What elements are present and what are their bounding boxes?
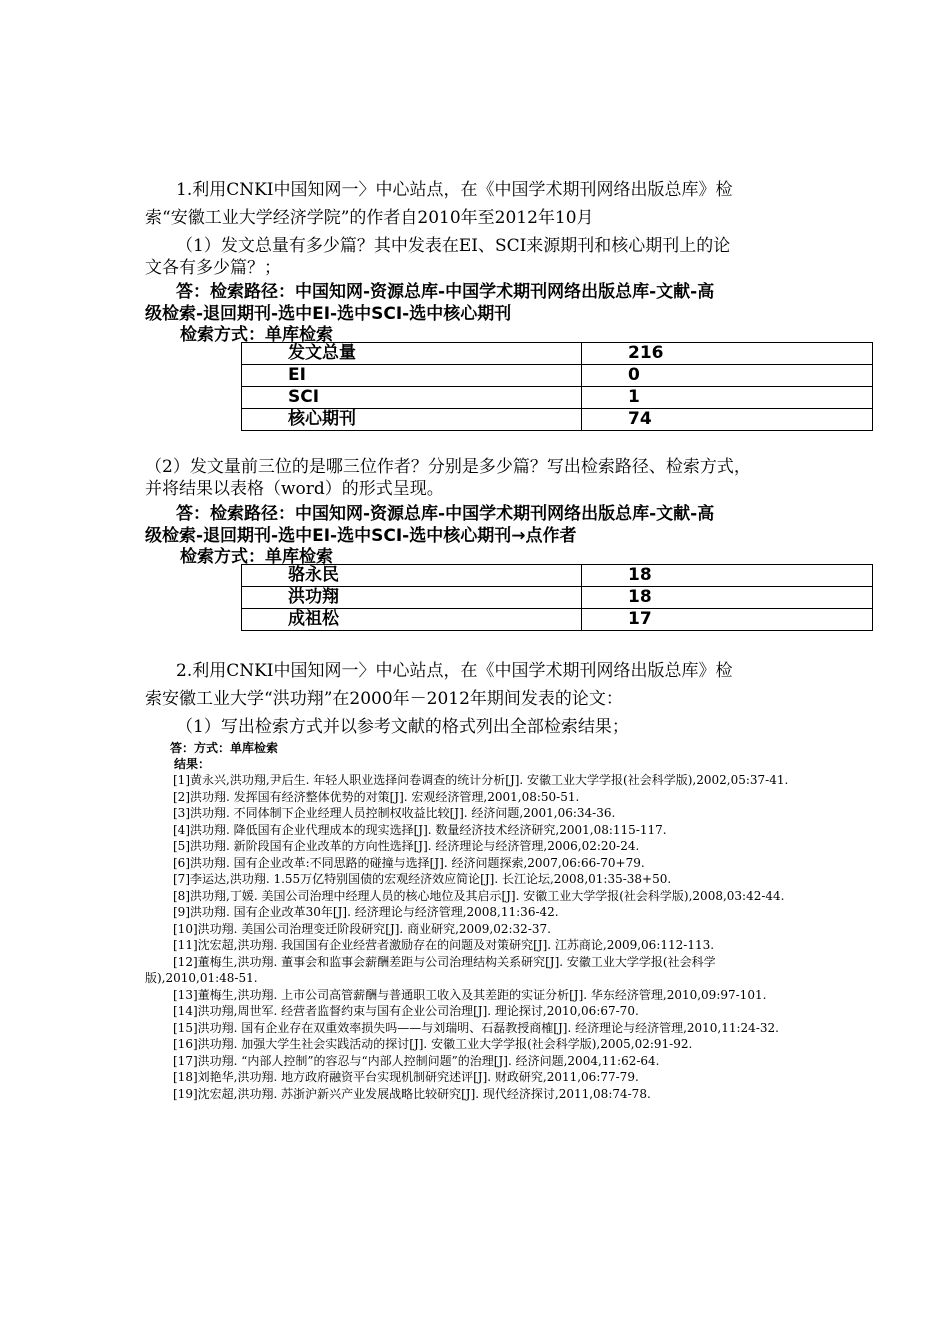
list-item: [8]洪功翔,丁媛. 美国公司治理中经理人员的核心地位及其启示[J]. 安徽工业大学学报(社会科学版),2008,03:42-44.	[173, 888, 785, 903]
q1-line2: 索“安徽工业大学经济学院”的作者自2010年至2012年10月	[145, 208, 594, 228]
list-item: [12]董梅生,洪功翔. 董事会和监事会薪酬差距与公司治理结构关系研究[J]. 安徽工业大学学报(社会科学版),2010,01:48-51.	[145, 954, 716, 985]
q1-sub2-line1: （2）发文量前三位的是哪三位作者？分别是多少篇？写出检索路径、检索方式，	[145, 457, 751, 477]
list-item: [9]洪功翔. 国有企业改革30年[J]. 经济理论与经济管理,2008,11:36-42.	[173, 905, 559, 919]
table-cell-label: 骆永民	[242, 565, 582, 587]
table-cell-value: 18	[582, 587, 873, 609]
table-cell-label: 发文总量	[242, 343, 582, 365]
table-row	[242, 565, 873, 587]
table-cell-label: 成祖松	[242, 609, 582, 631]
list-item: [18]刘艳华,洪功翔. 地方政府融资平台实现机制研究述评[J]. 财政研究,2011,06:77-79.	[173, 1070, 639, 1084]
q1-answer2-line2: 级检索-退回期刊-选中EI-选中SCI-选中核心期刊→点作者	[145, 526, 577, 546]
table-row	[242, 609, 873, 631]
q1-method: 检索方式：单库检索	[180, 325, 333, 345]
table-row	[242, 343, 873, 365]
q2-sub1: （1）写出检索方式并以参考文献的格式列出全部检索结果；	[176, 717, 629, 737]
table-cell-value: 18	[582, 565, 873, 587]
list-item: [16]洪功翔. 加强大学生社会实践活动的探讨[J]. 安徽工业大学学报(社会科学版),2005,02:91-92.	[173, 1037, 693, 1051]
list-item: [15]洪功翔. 国有企业存在双重效率损失吗——与刘瑞明、石磊教授商榷[J]. 经济理论与经济管理,2010,11:24-32.	[173, 1020, 779, 1035]
q2-line2: 索安徽工业大学“洪功翔”在2000年－2012年期间发表的论文：	[145, 689, 623, 709]
table-cell-label: SCI	[242, 387, 582, 409]
list-item: [14]洪功翔,周世军. 经营者监督约束与国有企业公司治理[J]. 理论探讨,2010,06:67-70.	[173, 1004, 639, 1018]
table-cell-value: 17	[582, 609, 873, 631]
q1-answer2-line1: 答：检索路径：中国知网-资源总库-中国学术期刊网络出版总库-文献-高	[176, 504, 715, 524]
table-cell-value: 74	[582, 409, 873, 431]
list-item: [17]洪功翔. “内部人控制”的容忍与“内部人控制问题”的治理[J]. 经济问题,2004,11:62-64.	[173, 1053, 660, 1068]
table-cell-value: 0	[582, 365, 873, 387]
list-item: [6]洪功翔. 国有企业改革:不同思路的碰撞与选择[J]. 经济问题探索,2007,06:66-70+79.	[173, 855, 645, 870]
list-item: [2]洪功翔. 发挥国有经济整体优势的对策[J]. 宏观经济管理,2001,08:50-51.	[173, 789, 580, 804]
q2-result-label: 结果：	[174, 757, 211, 771]
list-item: [5]洪功翔. 新阶段国有企业改革的方向性选择[J]. 经济理论与经济管理,2006,02:20-24.	[173, 839, 640, 853]
q1-authors-table	[241, 564, 873, 631]
list-item: [13]董梅生,洪功翔. 上市公司高管薪酬与普通职工收入及其差距的实证分析[J]. 华东经济管理,2010,09:97-101.	[173, 987, 767, 1002]
table-row	[242, 587, 873, 609]
table-cell-label: EI	[242, 365, 582, 387]
q2-line1: 2.利用CNKI中国知网一〉中心站点，在《中国学术期刊网络出版总库》检	[176, 661, 733, 681]
q1-stats-table	[241, 342, 873, 431]
table-row	[242, 365, 873, 387]
q1-method2: 检索方式：单库检索	[180, 547, 333, 567]
list-item: [11]沈宏超,洪功翔. 我国国有企业经营者激励存在的问题及对策研究[J]. 江苏商论,2009,06:112-113.	[173, 938, 715, 952]
table-cell-label: 核心期刊	[242, 409, 582, 431]
table-cell-label: 洪功翔	[242, 587, 582, 609]
table-cell-value: 216	[582, 343, 873, 365]
list-item: [4]洪功翔. 降低国有企业代理成本的现实选择[J]. 数量经济技术经济研究,2001,08:115-117.	[173, 822, 667, 837]
q1-answer-line2: 级检索-退回期刊-选中EI-选中SCI-选中核心期刊	[145, 304, 512, 324]
q1-sub2-line2: 并将结果以表格（word）的形式呈现。	[145, 479, 444, 499]
table-cell-value: 1	[582, 387, 873, 409]
table-row	[242, 387, 873, 409]
list-item: [10]洪功翔. 美国公司治理变迁阶段研究[J]. 商业研究,2009,02:32-37.	[173, 921, 551, 936]
q1-line1: 1.利用CNKI中国知网一〉中心站点，在《中国学术期刊网络出版总库》检	[176, 180, 733, 200]
q1-sub1-line2: 文各有多少篇？；	[145, 258, 281, 278]
table-row	[242, 409, 873, 431]
list-item: [19]沈宏超,洪功翔. 苏浙沪新兴产业发展战略比较研究[J]. 现代经济探讨,2011,08:74-78.	[173, 1086, 651, 1101]
q1-answer-line1: 答：检索路径：中国知网-资源总库-中国学术期刊网络出版总库-文献-高	[176, 282, 715, 302]
reference-list	[145, 772, 805, 1102]
q1-sub1-line1: （1）发文总量有多少篇？其中发表在EI、SCI来源期刊和核心期刊上的论	[176, 236, 731, 256]
q2-answer: 答：方式：单库检索	[170, 741, 279, 755]
list-item: [1]黄永兴,洪功翔,尹后生. 年轻人职业选择问卷调查的统计分析[J]. 安徽工业大学学报(社会科学版),2002,05:37-41.	[173, 773, 789, 787]
list-item: [7]李运达,洪功翔. 1.55万亿特别国债的宏观经济效应简论[J]. 长江论坛,2008,01:35-38+50.	[173, 872, 672, 886]
list-item: [3]洪功翔. 不同体制下企业经理人员控制权收益比较[J]. 经济问题,2001,06:34-36.	[173, 806, 616, 820]
